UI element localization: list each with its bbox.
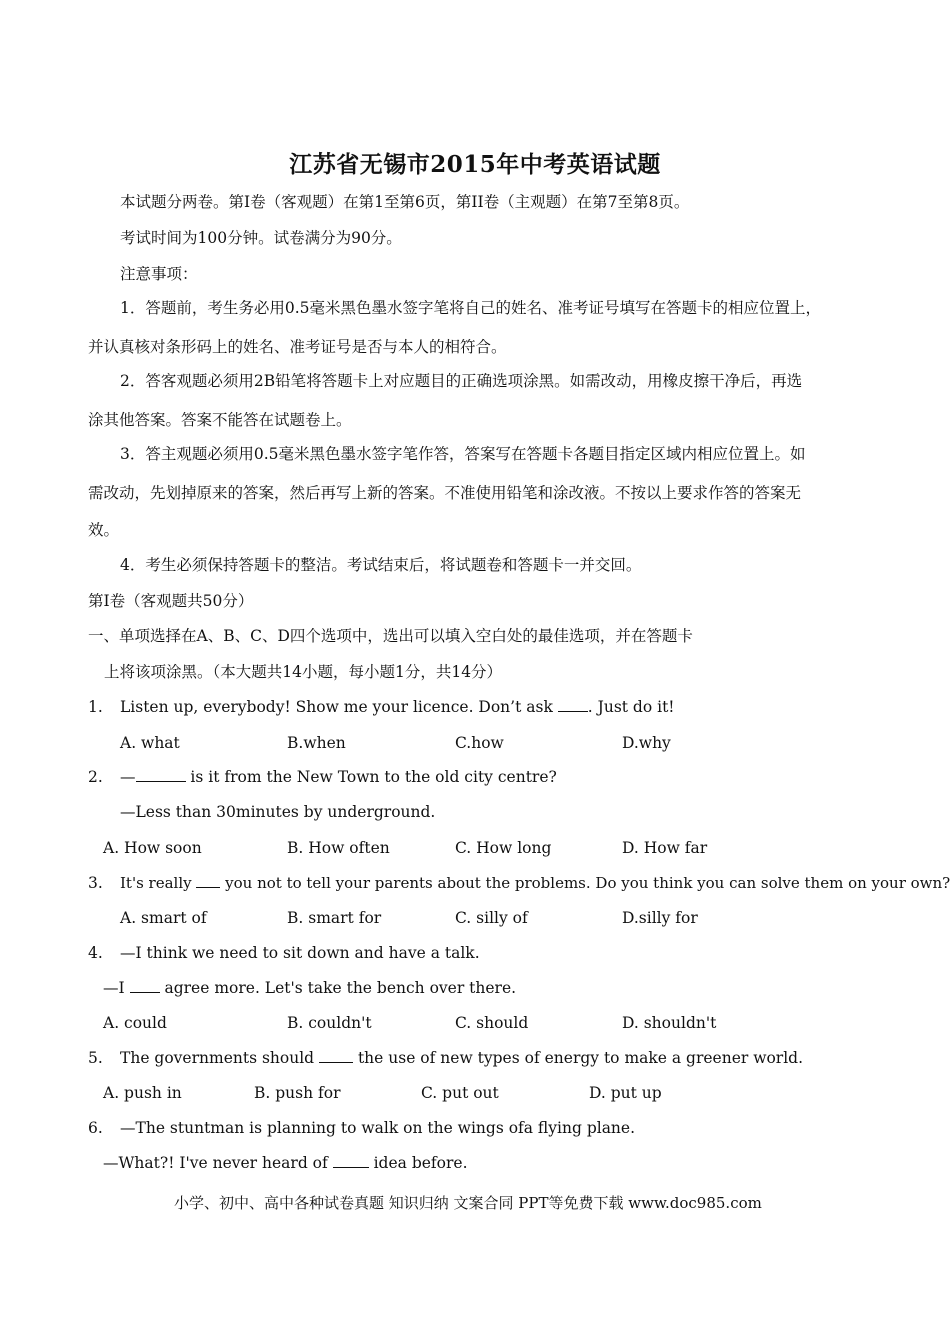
option-b: B. How often (287, 839, 390, 857)
stem-text: the use of new types of energy to make a greener world. (353, 1049, 804, 1067)
question-2-reply: —Less than 30minutes by underground. (120, 803, 436, 821)
option-b: B.when (287, 734, 346, 752)
option-a: A. what (120, 734, 180, 752)
note-3-line-b: 需改动，先划掉原来的答案，然后再写上新的答案。不准使用铅笔和涂改液。不按以上要求作答的答案无 (88, 484, 802, 502)
option-c: C. How long (455, 839, 552, 857)
answer-blank (136, 767, 186, 782)
question-number: 3. (88, 874, 103, 892)
stem-text: — (120, 768, 136, 786)
note-2-line-b: 涂其他答案。答案不能答在试题卷上。 (88, 411, 352, 429)
intro-line-2: 考试时间为100分钟。试卷满分为90分。 (120, 229, 402, 247)
note-1-line-b: 并认真核对条形码上的姓名、准考证号是否与本人的相符合。 (88, 338, 507, 356)
page-footer: 小学、初中、高中各种试卷真题 知识归纳 文案合同 PPT等免费下载 www.doc985.com (174, 1194, 762, 1212)
answer-blank (558, 697, 588, 712)
note-4: 4．考生必须保持答题卡的整洁。考试结束后，将试题卷和答题卡一并交回。 (120, 556, 642, 574)
document-title: 江苏省无锡市2015年中考英语试题 (289, 151, 661, 178)
answer-blank (130, 978, 160, 993)
question-1-stem (120, 697, 675, 717)
question-number: 6. (88, 1119, 103, 1137)
answer-blank (196, 873, 220, 888)
option-d: D. put up (589, 1084, 662, 1102)
option-b: B. couldn't (287, 1014, 372, 1032)
option-c: C. silly of (455, 909, 528, 927)
stem-text: It's really (120, 874, 197, 892)
option-c: C. put out (421, 1084, 499, 1102)
question-number: 2. (88, 768, 103, 786)
option-a: A. smart of (120, 909, 207, 927)
option-a: A. could (103, 1014, 167, 1032)
stem-text: Listen up, everybody! Show me your licence. Don’t ask (120, 698, 558, 716)
question-6-line-1: —The stuntman is planning to walk on the wings ofa flying plane. (120, 1119, 636, 1137)
option-c: C.how (455, 734, 504, 752)
stem-text: you not to tell your parents about the problems. Do you think you can solve them on your own? (220, 874, 950, 892)
stem-text: agree more. Let's take the bench over there. (159, 979, 517, 997)
question-4-stem (103, 978, 516, 998)
stem-text: —I (103, 979, 130, 997)
note-1-line-a: 1．答题前，考生务必用0.5毫米黑色墨水签字笔将自己的姓名、准考证号填写在答题卡的相应位置上， (120, 299, 822, 317)
notes-heading: 注意事项： (120, 265, 198, 283)
option-b: B. smart for (287, 909, 382, 927)
answer-blank (333, 1153, 369, 1168)
question-number: 4. (88, 944, 103, 962)
option-d: D. How far (622, 839, 708, 857)
intro-line-1: 本试题分两卷。第I卷（客观题）在第1至第6页，第II卷（主观题）在第7至第8页。 (120, 193, 690, 211)
stem-text: . Just do it! (587, 698, 675, 716)
note-3-line-a: 3．答主观题必须用0.5毫米黑色墨水签字笔作答，答案写在答题卡各题目指定区域内相应位置上。如 (120, 445, 806, 463)
option-d: D.why (622, 734, 671, 752)
stem-text: is it from the New Town to the old city centre? (185, 768, 557, 786)
stem-text: —What?! I've never heard of (103, 1154, 333, 1172)
answer-blank (319, 1048, 353, 1063)
note-3-line-c: 效。 (88, 521, 120, 539)
section-heading: 第I卷（客观题共50分） (88, 592, 254, 610)
question-5-stem (120, 1048, 803, 1068)
question-4-line-1: —I think we need to sit down and have a talk. (120, 944, 480, 962)
question-number: 1. (88, 698, 103, 716)
part-instructions-b: 上将该项涂黑。（本大题共14小题，每小题1分，共14分） (104, 663, 503, 681)
option-c: C. should (455, 1014, 529, 1032)
option-d: D. shouldn't (622, 1014, 717, 1032)
stem-text: idea before. (368, 1154, 468, 1172)
stem-text: The governments should (120, 1049, 320, 1067)
part-instructions-a: 一、单项选择在A、B、C、D四个选项中，选出可以填入空白处的最佳选项，并在答题卡 (88, 627, 693, 645)
option-b: B. push for (254, 1084, 341, 1102)
question-3-stem (120, 873, 950, 893)
note-2-line-a: 2．答客观题必须用2B铅笔将答题卡上对应题目的正确选项涂黑。如需改动，用橡皮擦干净后，再选 (120, 372, 803, 390)
question-2-stem (120, 767, 557, 787)
question-number: 5. (88, 1049, 103, 1067)
question-6-stem (103, 1153, 468, 1173)
option-d: D.silly for (622, 909, 698, 927)
option-a: A. How soon (103, 839, 202, 857)
option-a: A. push in (103, 1084, 182, 1102)
